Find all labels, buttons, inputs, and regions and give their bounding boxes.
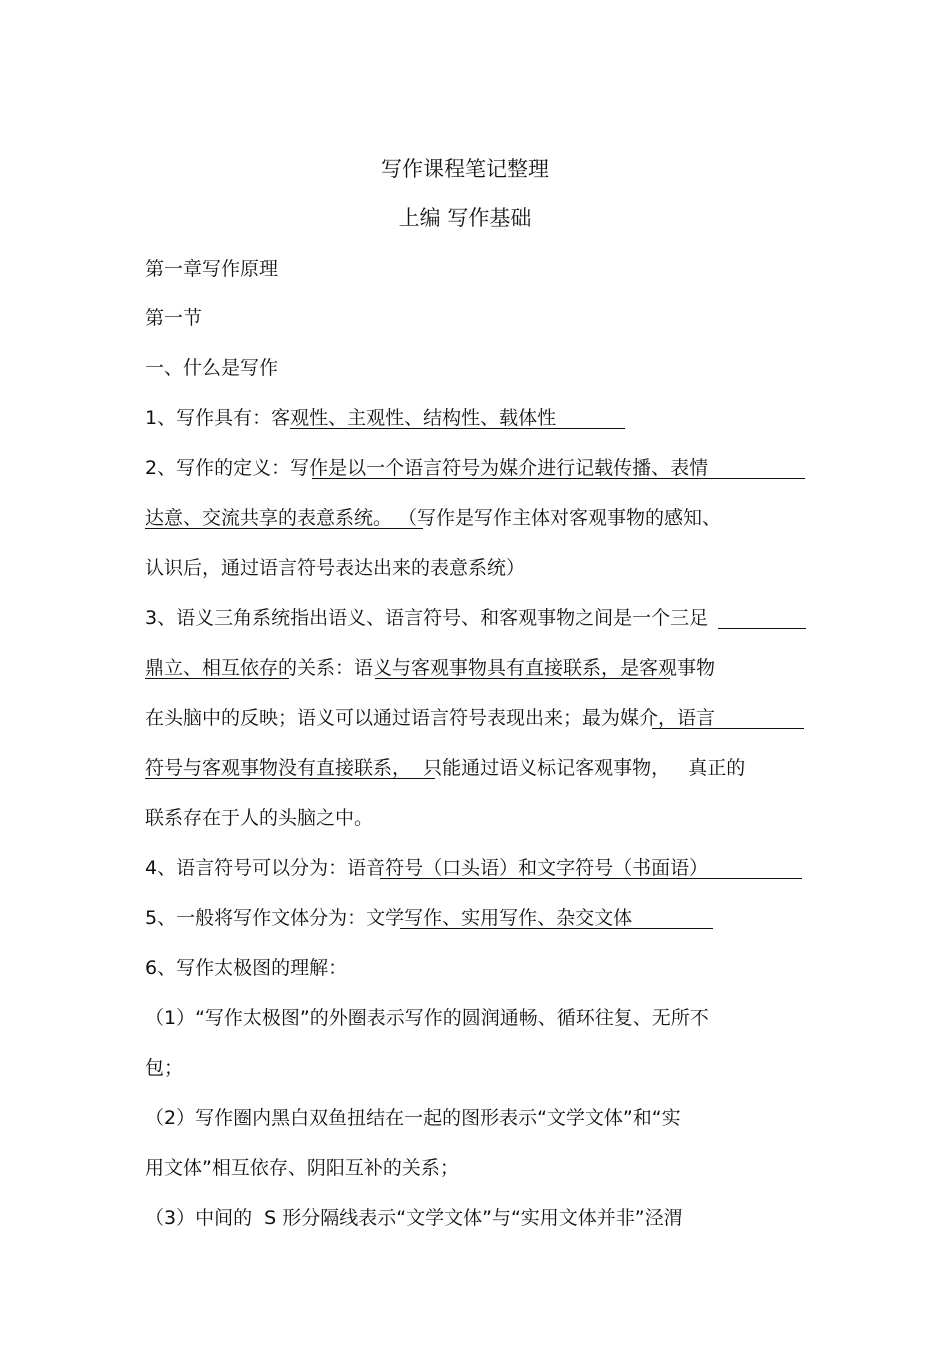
note-line: 4、语言符号可以分为：语音符号（口头语）和文字符号（书面语） (145, 857, 709, 879)
underline (312, 478, 805, 479)
section-heading: 第一节 (145, 307, 203, 329)
topic-heading: 一、什么是写作 (145, 357, 279, 379)
note-line: （1）“写作太极图”的外圈表示写作的圆润通畅、循环往复、无所不 (145, 1007, 709, 1029)
underline (652, 728, 804, 729)
note-line: 认识后，通过语言符号表达出来的表意系统） (145, 557, 526, 579)
underline (718, 628, 806, 629)
chapter-heading: 第一章写作原理 (145, 258, 279, 280)
document-subtitle: 上编 写作基础 (398, 206, 532, 230)
note-line: （2）写作圈内黑白双鱼扭结在一起的图形表示“文学文体”和“实 (145, 1107, 681, 1129)
note-line: （3）中间的 S 形分隔线表示“文学文体”与“实用文体并非”泾渭 (145, 1207, 683, 1229)
note-line: 在头脑中的反映；语义可以通过语言符号表现出来；最为媒介，语言 (145, 707, 716, 729)
note-line: 达意、交流共享的表意系统。 （写作是写作主体对客观事物的感知、 (145, 507, 722, 529)
note-line: 3、语义三角系统指出语义、语言符号、和客观事物之间是一个三足 (145, 607, 709, 629)
underline (145, 678, 289, 679)
note-line: 6、写作太极图的理解： (145, 957, 348, 979)
underline (400, 928, 713, 929)
note-line: 鼎立、相互依存的关系：语义与客观事物具有直接联系，是客观事物 (145, 657, 716, 679)
underline (290, 428, 625, 429)
underline (145, 778, 435, 779)
note-line: 用文体”相互依存、阴阳互补的关系； (145, 1157, 459, 1179)
underline (380, 878, 802, 879)
document-title: 写作课程笔记整理 (381, 157, 549, 181)
underline (375, 678, 670, 679)
note-line: 5、一般将写作文体分为：文学写作、实用写作、杂交文体 (145, 907, 633, 929)
note-line: 联系存在于人的头脑之中。 (145, 807, 374, 829)
note-line: 1、写作具有：客观性、主观性、结构性、载体性 (145, 407, 557, 429)
note-line: 符号与客观事物没有直接联系， 只能通过语义标记客观事物， 真正的 (145, 757, 746, 779)
note-line: 包； (145, 1057, 184, 1079)
underline (145, 528, 423, 529)
note-line: 2、写作的定义：写作是以一个语言符号为媒介进行记载传播、表情 (145, 457, 709, 479)
